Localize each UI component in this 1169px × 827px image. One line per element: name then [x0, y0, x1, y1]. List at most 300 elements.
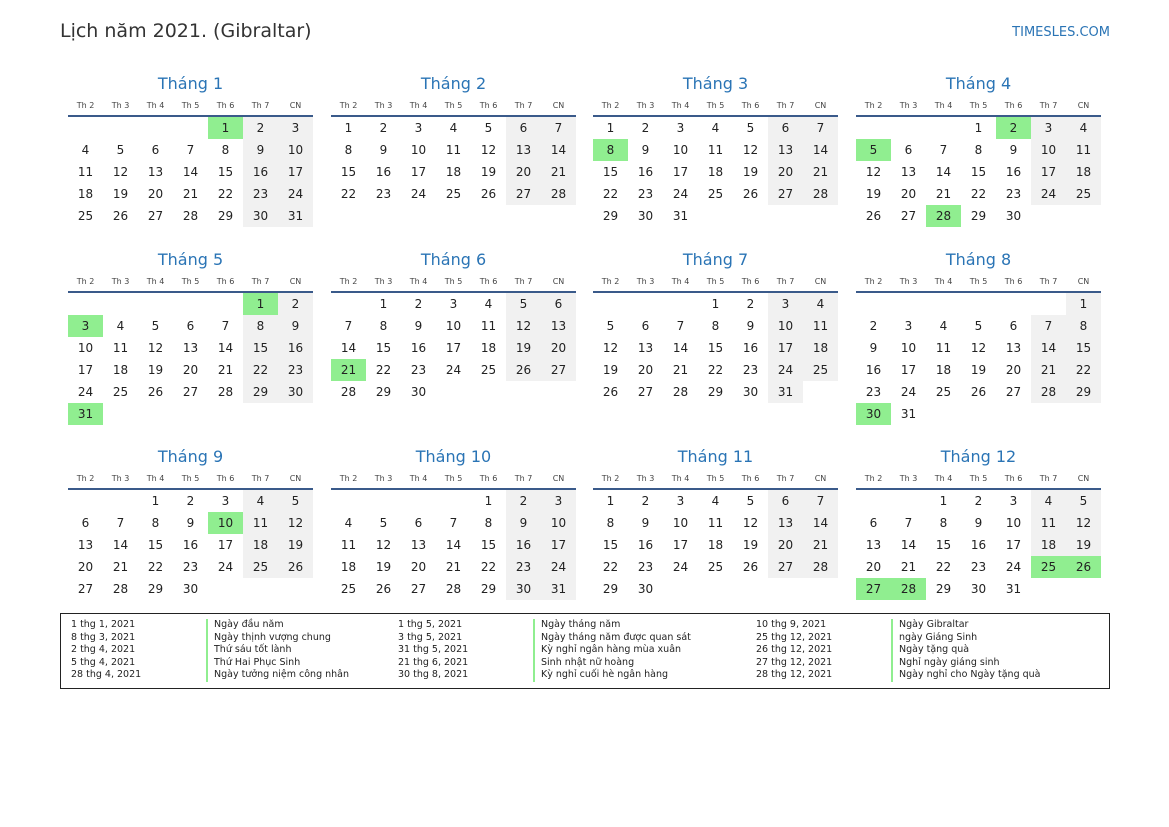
day-cell[interactable]: 13: [768, 139, 803, 161]
day-cell[interactable]: 28: [217, 385, 234, 399]
day-cell[interactable]: 9: [746, 319, 755, 333]
day-cell[interactable]: 22: [935, 560, 952, 574]
day-cell[interactable]: 7: [221, 319, 230, 333]
holiday-day-cell[interactable]: 28: [926, 205, 961, 227]
day-cell[interactable]: 31: [672, 209, 689, 223]
day-cell[interactable]: 31: [541, 578, 576, 600]
day-cell[interactable]: 12: [147, 341, 164, 355]
day-cell[interactable]: 11: [803, 315, 838, 337]
day-cell[interactable]: 1: [344, 121, 353, 135]
day-cell[interactable]: 9: [379, 143, 388, 157]
day-cell[interactable]: 29: [602, 209, 619, 223]
day-cell[interactable]: 10: [278, 139, 313, 161]
day-cell[interactable]: 8: [379, 319, 388, 333]
day-cell[interactable]: 19: [147, 363, 164, 377]
day-cell[interactable]: 8: [243, 315, 278, 337]
day-cell[interactable]: 25: [480, 363, 497, 377]
day-cell[interactable]: 25: [77, 209, 94, 223]
day-cell[interactable]: 28: [672, 385, 689, 399]
day-cell[interactable]: 24: [410, 187, 427, 201]
day-cell[interactable]: 6: [768, 117, 803, 139]
day-cell[interactable]: 22: [1066, 359, 1101, 381]
day-cell[interactable]: 21: [541, 161, 576, 183]
day-cell[interactable]: 17: [768, 337, 803, 359]
day-cell[interactable]: 14: [803, 512, 838, 534]
day-cell[interactable]: 24: [1031, 183, 1066, 205]
day-cell[interactable]: 24: [1005, 560, 1022, 574]
day-cell[interactable]: 14: [340, 341, 357, 355]
day-cell[interactable]: 4: [449, 121, 458, 135]
day-cell[interactable]: 28: [112, 582, 129, 596]
day-cell[interactable]: 15: [707, 341, 724, 355]
day-cell[interactable]: 19: [970, 363, 987, 377]
day-cell[interactable]: 2: [974, 494, 983, 508]
day-cell[interactable]: 6: [541, 293, 576, 315]
day-cell[interactable]: 27: [900, 209, 917, 223]
day-cell[interactable]: 10: [1005, 516, 1022, 530]
day-cell[interactable]: 23: [375, 187, 392, 201]
day-cell[interactable]: 7: [449, 516, 458, 530]
day-cell[interactable]: 7: [344, 319, 353, 333]
day-cell[interactable]: 20: [637, 363, 654, 377]
day-cell[interactable]: 23: [410, 363, 427, 377]
day-cell[interactable]: 10: [768, 315, 803, 337]
day-cell[interactable]: 1: [1066, 293, 1101, 315]
day-cell[interactable]: 23: [1005, 187, 1022, 201]
day-cell[interactable]: 4: [1066, 117, 1101, 139]
day-cell[interactable]: 23: [970, 560, 987, 574]
day-cell[interactable]: 20: [541, 337, 576, 359]
day-cell[interactable]: 14: [900, 538, 917, 552]
day-cell[interactable]: 26: [147, 385, 164, 399]
day-cell[interactable]: 9: [974, 516, 983, 530]
day-cell[interactable]: 22: [243, 359, 278, 381]
day-cell[interactable]: 4: [711, 494, 720, 508]
day-cell[interactable]: 10: [672, 143, 689, 157]
day-cell[interactable]: 25: [935, 385, 952, 399]
day-cell[interactable]: 30: [506, 578, 541, 600]
day-cell[interactable]: 21: [217, 363, 234, 377]
day-cell[interactable]: 28: [1031, 381, 1066, 403]
day-cell[interactable]: 24: [445, 363, 462, 377]
day-cell[interactable]: 22: [602, 187, 619, 201]
day-cell[interactable]: 1: [606, 121, 615, 135]
day-cell[interactable]: 1: [606, 494, 615, 508]
day-cell[interactable]: 18: [77, 187, 94, 201]
day-cell[interactable]: 8: [151, 516, 160, 530]
day-cell[interactable]: 2: [506, 490, 541, 512]
day-cell[interactable]: 21: [935, 187, 952, 201]
day-cell[interactable]: 2: [414, 297, 423, 311]
holiday-day-cell[interactable]: 5: [856, 139, 891, 161]
day-cell[interactable]: 23: [637, 187, 654, 201]
day-cell[interactable]: 6: [414, 516, 423, 530]
day-cell[interactable]: 18: [340, 560, 357, 574]
day-cell[interactable]: 11: [1066, 139, 1101, 161]
day-cell[interactable]: 5: [606, 319, 615, 333]
day-cell[interactable]: 26: [278, 556, 313, 578]
day-cell[interactable]: 18: [935, 363, 952, 377]
day-cell[interactable]: 27: [506, 183, 541, 205]
day-cell[interactable]: 18: [1066, 161, 1101, 183]
day-cell[interactable]: 10: [410, 143, 427, 157]
day-cell[interactable]: 11: [445, 143, 462, 157]
day-cell[interactable]: 13: [865, 538, 882, 552]
day-cell[interactable]: 9: [641, 143, 650, 157]
day-cell[interactable]: 12: [742, 516, 759, 530]
day-cell[interactable]: 20: [182, 363, 199, 377]
day-cell[interactable]: 24: [77, 385, 94, 399]
day-cell[interactable]: 25: [112, 385, 129, 399]
day-cell[interactable]: 5: [484, 121, 493, 135]
day-cell[interactable]: 28: [182, 209, 199, 223]
day-cell[interactable]: 21: [900, 560, 917, 574]
day-cell[interactable]: 12: [1066, 512, 1101, 534]
day-cell[interactable]: 4: [243, 490, 278, 512]
day-cell[interactable]: 12: [602, 341, 619, 355]
day-cell[interactable]: 21: [182, 187, 199, 201]
day-cell[interactable]: 4: [939, 319, 948, 333]
day-cell[interactable]: 6: [186, 319, 195, 333]
day-cell[interactable]: 6: [869, 516, 878, 530]
day-cell[interactable]: 27: [768, 556, 803, 578]
day-cell[interactable]: 23: [506, 556, 541, 578]
day-cell[interactable]: 12: [506, 315, 541, 337]
day-cell[interactable]: 19: [375, 560, 392, 574]
day-cell[interactable]: 15: [602, 538, 619, 552]
holiday-day-cell[interactable]: 8: [593, 139, 628, 161]
day-cell[interactable]: 8: [939, 516, 948, 530]
holiday-day-cell[interactable]: 21: [331, 359, 366, 381]
day-cell[interactable]: 16: [182, 538, 199, 552]
day-cell[interactable]: 19: [278, 534, 313, 556]
day-cell[interactable]: 19: [112, 187, 129, 201]
day-cell[interactable]: 17: [672, 165, 689, 179]
day-cell[interactable]: 17: [77, 363, 94, 377]
day-cell[interactable]: 6: [81, 516, 90, 530]
day-cell[interactable]: 24: [900, 385, 917, 399]
day-cell[interactable]: 4: [711, 121, 720, 135]
day-cell[interactable]: 7: [1031, 315, 1066, 337]
day-cell[interactable]: 8: [221, 143, 230, 157]
day-cell[interactable]: 5: [1066, 490, 1101, 512]
day-cell[interactable]: 1: [379, 297, 388, 311]
day-cell[interactable]: 6: [1009, 319, 1018, 333]
day-cell[interactable]: 17: [410, 165, 427, 179]
day-cell[interactable]: 20: [768, 161, 803, 183]
day-cell[interactable]: 28: [340, 385, 357, 399]
day-cell[interactable]: 14: [541, 139, 576, 161]
day-cell[interactable]: 24: [541, 556, 576, 578]
day-cell[interactable]: 19: [480, 165, 497, 179]
day-cell[interactable]: 13: [147, 165, 164, 179]
day-cell[interactable]: 1: [939, 494, 948, 508]
day-cell[interactable]: 21: [112, 560, 129, 574]
day-cell[interactable]: 27: [768, 183, 803, 205]
day-cell[interactable]: 16: [865, 363, 882, 377]
day-cell[interactable]: 22: [147, 560, 164, 574]
day-cell[interactable]: 17: [1005, 538, 1022, 552]
day-cell[interactable]: 11: [77, 165, 94, 179]
day-cell[interactable]: 23: [865, 385, 882, 399]
day-cell[interactable]: 3: [541, 490, 576, 512]
day-cell[interactable]: 22: [602, 560, 619, 574]
day-cell[interactable]: 10: [541, 512, 576, 534]
day-cell[interactable]: 3: [676, 494, 685, 508]
day-cell[interactable]: 13: [637, 341, 654, 355]
day-cell[interactable]: 23: [637, 560, 654, 574]
day-cell[interactable]: 17: [445, 341, 462, 355]
day-cell[interactable]: 4: [81, 143, 90, 157]
day-cell[interactable]: 19: [865, 187, 882, 201]
day-cell[interactable]: 10: [1031, 139, 1066, 161]
day-cell[interactable]: 29: [970, 209, 987, 223]
day-cell[interactable]: 26: [506, 359, 541, 381]
day-cell[interactable]: 20: [506, 161, 541, 183]
day-cell[interactable]: 3: [1009, 494, 1018, 508]
day-cell[interactable]: 16: [1005, 165, 1022, 179]
day-cell[interactable]: 24: [217, 560, 234, 574]
day-cell[interactable]: 29: [602, 582, 619, 596]
day-cell[interactable]: 15: [602, 165, 619, 179]
day-cell[interactable]: 16: [278, 337, 313, 359]
day-cell[interactable]: 3: [449, 297, 458, 311]
holiday-day-cell[interactable]: 30: [856, 403, 891, 425]
day-cell[interactable]: 16: [506, 534, 541, 556]
day-cell[interactable]: 6: [506, 117, 541, 139]
day-cell[interactable]: 30: [278, 381, 313, 403]
day-cell[interactable]: 14: [935, 165, 952, 179]
day-cell[interactable]: 2: [641, 494, 650, 508]
day-cell[interactable]: 14: [445, 538, 462, 552]
day-cell[interactable]: 10: [445, 319, 462, 333]
day-cell[interactable]: 3: [221, 494, 230, 508]
day-cell[interactable]: 7: [676, 319, 685, 333]
day-cell[interactable]: 2: [186, 494, 195, 508]
day-cell[interactable]: 29: [480, 582, 497, 596]
day-cell[interactable]: 2: [746, 297, 755, 311]
day-cell[interactable]: 31: [278, 205, 313, 227]
day-cell[interactable]: 18: [480, 341, 497, 355]
day-cell[interactable]: 10: [77, 341, 94, 355]
day-cell[interactable]: 2: [869, 319, 878, 333]
day-cell[interactable]: 21: [672, 363, 689, 377]
day-cell[interactable]: 30: [637, 209, 654, 223]
day-cell[interactable]: 29: [1066, 381, 1101, 403]
day-cell[interactable]: 11: [112, 341, 129, 355]
day-cell[interactable]: 30: [1005, 209, 1022, 223]
day-cell[interactable]: 5: [151, 319, 160, 333]
day-cell[interactable]: 5: [379, 516, 388, 530]
day-cell[interactable]: 31: [900, 407, 917, 421]
day-cell[interactable]: 17: [278, 161, 313, 183]
holiday-day-cell[interactable]: 2: [996, 117, 1031, 139]
day-cell[interactable]: 6: [641, 319, 650, 333]
day-cell[interactable]: 23: [278, 359, 313, 381]
day-cell[interactable]: 20: [77, 560, 94, 574]
day-cell[interactable]: 1: [974, 121, 983, 135]
day-cell[interactable]: 15: [147, 538, 164, 552]
day-cell[interactable]: 3: [1031, 117, 1066, 139]
day-cell[interactable]: 28: [803, 556, 838, 578]
holiday-day-cell[interactable]: 26: [1066, 556, 1101, 578]
day-cell[interactable]: 7: [904, 516, 913, 530]
day-cell[interactable]: 26: [970, 385, 987, 399]
holiday-day-cell[interactable]: 27: [856, 578, 891, 600]
day-cell[interactable]: 13: [1005, 341, 1022, 355]
day-cell[interactable]: 21: [1031, 359, 1066, 381]
day-cell[interactable]: 16: [410, 341, 427, 355]
day-cell[interactable]: 23: [243, 183, 278, 205]
day-cell[interactable]: 3: [278, 117, 313, 139]
day-cell[interactable]: 11: [707, 516, 724, 530]
day-cell[interactable]: 23: [742, 363, 759, 377]
day-cell[interactable]: 18: [445, 165, 462, 179]
day-cell[interactable]: 26: [480, 187, 497, 201]
day-cell[interactable]: 22: [340, 187, 357, 201]
day-cell[interactable]: 8: [711, 319, 720, 333]
day-cell[interactable]: 30: [182, 582, 199, 596]
site-link[interactable]: TIMESLES.COM: [1012, 25, 1110, 40]
day-cell[interactable]: 30: [970, 582, 987, 596]
day-cell[interactable]: 20: [147, 187, 164, 201]
day-cell[interactable]: 27: [637, 385, 654, 399]
day-cell[interactable]: 19: [602, 363, 619, 377]
day-cell[interactable]: 11: [480, 319, 497, 333]
day-cell[interactable]: 17: [541, 534, 576, 556]
day-cell[interactable]: 22: [707, 363, 724, 377]
day-cell[interactable]: 16: [243, 161, 278, 183]
day-cell[interactable]: 4: [1031, 490, 1066, 512]
day-cell[interactable]: 14: [182, 165, 199, 179]
holiday-day-cell[interactable]: 10: [208, 512, 243, 534]
day-cell[interactable]: 24: [672, 187, 689, 201]
day-cell[interactable]: 5: [278, 490, 313, 512]
day-cell[interactable]: 27: [77, 582, 94, 596]
day-cell[interactable]: 28: [803, 183, 838, 205]
day-cell[interactable]: 18: [707, 165, 724, 179]
day-cell[interactable]: 22: [480, 560, 497, 574]
day-cell[interactable]: 14: [1031, 337, 1066, 359]
day-cell[interactable]: 12: [970, 341, 987, 355]
day-cell[interactable]: 7: [116, 516, 125, 530]
day-cell[interactable]: 12: [278, 512, 313, 534]
day-cell[interactable]: 15: [217, 165, 234, 179]
day-cell[interactable]: 4: [803, 293, 838, 315]
day-cell[interactable]: 12: [742, 143, 759, 157]
day-cell[interactable]: 25: [707, 560, 724, 574]
day-cell[interactable]: 26: [742, 187, 759, 201]
day-cell[interactable]: 4: [484, 297, 493, 311]
day-cell[interactable]: 25: [707, 187, 724, 201]
day-cell[interactable]: 17: [217, 538, 234, 552]
day-cell[interactable]: 29: [375, 385, 392, 399]
day-cell[interactable]: 13: [900, 165, 917, 179]
day-cell[interactable]: 5: [746, 494, 755, 508]
day-cell[interactable]: 13: [410, 538, 427, 552]
day-cell[interactable]: 19: [1066, 534, 1101, 556]
day-cell[interactable]: 7: [803, 490, 838, 512]
day-cell[interactable]: 24: [672, 560, 689, 574]
day-cell[interactable]: 12: [112, 165, 129, 179]
day-cell[interactable]: 9: [869, 341, 878, 355]
day-cell[interactable]: 6: [768, 490, 803, 512]
day-cell[interactable]: 30: [243, 205, 278, 227]
day-cell[interactable]: 9: [1009, 143, 1018, 157]
day-cell[interactable]: 27: [182, 385, 199, 399]
day-cell[interactable]: 1: [151, 494, 160, 508]
day-cell[interactable]: 4: [344, 516, 353, 530]
day-cell[interactable]: 23: [182, 560, 199, 574]
day-cell[interactable]: 9: [506, 512, 541, 534]
day-cell[interactable]: 2: [641, 121, 650, 135]
day-cell[interactable]: 18: [803, 337, 838, 359]
day-cell[interactable]: 27: [410, 582, 427, 596]
day-cell[interactable]: 25: [340, 582, 357, 596]
day-cell[interactable]: 29: [147, 582, 164, 596]
day-cell[interactable]: 13: [768, 512, 803, 534]
holiday-day-cell[interactable]: 28: [891, 578, 926, 600]
day-cell[interactable]: 13: [506, 139, 541, 161]
day-cell[interactable]: 12: [375, 538, 392, 552]
day-cell[interactable]: 18: [112, 363, 129, 377]
day-cell[interactable]: 9: [243, 139, 278, 161]
day-cell[interactable]: 5: [974, 319, 983, 333]
day-cell[interactable]: 29: [217, 209, 234, 223]
day-cell[interactable]: 25: [803, 359, 838, 381]
day-cell[interactable]: 26: [742, 560, 759, 574]
day-cell[interactable]: 9: [641, 516, 650, 530]
day-cell[interactable]: 4: [116, 319, 125, 333]
holiday-day-cell[interactable]: 1: [243, 293, 278, 315]
day-cell[interactable]: 1: [484, 494, 493, 508]
day-cell[interactable]: 11: [243, 512, 278, 534]
day-cell[interactable]: 31: [1005, 582, 1022, 596]
day-cell[interactable]: 7: [939, 143, 948, 157]
day-cell[interactable]: 22: [217, 187, 234, 201]
day-cell[interactable]: 14: [217, 341, 234, 355]
holiday-day-cell[interactable]: 1: [208, 117, 243, 139]
day-cell[interactable]: 20: [410, 560, 427, 574]
holiday-day-cell[interactable]: 31: [68, 403, 103, 425]
day-cell[interactable]: 24: [278, 183, 313, 205]
day-cell[interactable]: 8: [606, 516, 615, 530]
day-cell[interactable]: 17: [900, 363, 917, 377]
day-cell[interactable]: 15: [970, 165, 987, 179]
day-cell[interactable]: 22: [970, 187, 987, 201]
day-cell[interactable]: 29: [707, 385, 724, 399]
day-cell[interactable]: 8: [344, 143, 353, 157]
day-cell[interactable]: 13: [541, 315, 576, 337]
day-cell[interactable]: 21: [803, 161, 838, 183]
day-cell[interactable]: 26: [112, 209, 129, 223]
day-cell[interactable]: 30: [742, 385, 759, 399]
day-cell[interactable]: 26: [865, 209, 882, 223]
day-cell[interactable]: 18: [1031, 534, 1066, 556]
day-cell[interactable]: 31: [768, 381, 803, 403]
day-cell[interactable]: 16: [970, 538, 987, 552]
day-cell[interactable]: 5: [116, 143, 125, 157]
day-cell[interactable]: 11: [707, 143, 724, 157]
day-cell[interactable]: 26: [602, 385, 619, 399]
day-cell[interactable]: 25: [1066, 183, 1101, 205]
day-cell[interactable]: 15: [935, 538, 952, 552]
day-cell[interactable]: 17: [672, 538, 689, 552]
day-cell[interactable]: 6: [151, 143, 160, 157]
day-cell[interactable]: 16: [637, 538, 654, 552]
day-cell[interactable]: 2: [278, 293, 313, 315]
day-cell[interactable]: 10: [900, 341, 917, 355]
